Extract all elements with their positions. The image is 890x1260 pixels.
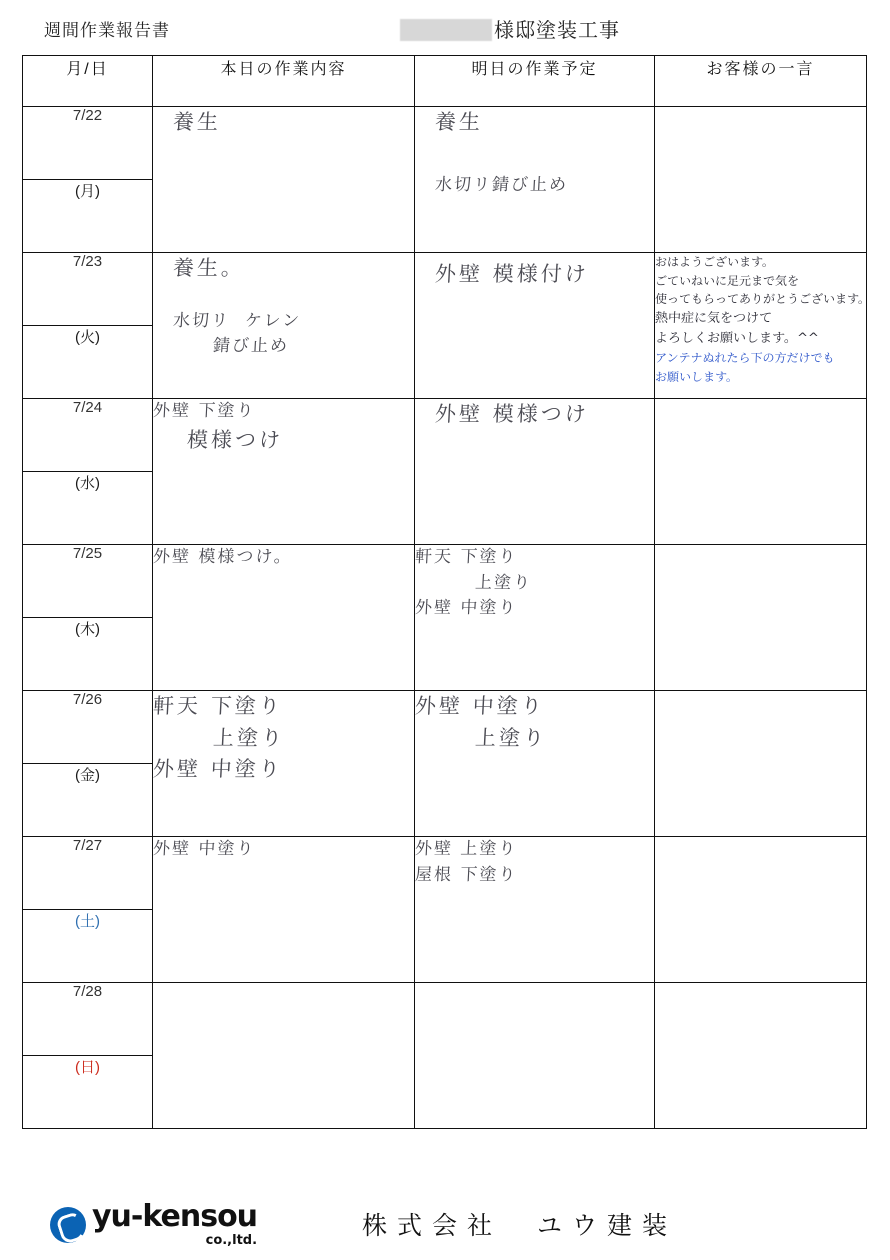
cell-customer-comment [655,837,867,983]
handwriting-line: 外壁 中塗り [152,839,256,859]
handwriting-line: 屋根 下塗り [414,864,518,885]
weekly-report-table [22,55,871,1129]
comment-line: よろしくお願いします。^^ [654,330,820,346]
document-header [0,8,890,48]
table-row [23,253,867,326]
table-row [23,399,867,472]
handwriting-line: 軒天 下塗り [414,547,518,567]
cell-date: 7/23 [23,253,153,326]
handwriting-line: 水切リ ケレン [172,310,302,331]
handwriting-line: 上塗り [474,572,533,593]
cell-day-of-week: (火) [23,326,153,399]
cell-day-of-week: (月) [23,180,153,253]
page-title: 週間作業報告書 [44,21,170,40]
document-footer [22,1198,866,1250]
cell-today-work [153,983,415,1129]
handwriting-line: 軒天 下塗り [152,694,284,718]
comment-line: 使ってもらってありがとうございます。 [654,292,871,307]
handwriting-line: 模様つけ [186,427,284,452]
handwriting-line: 上塗り [474,725,548,750]
handwriting-line: 外壁 上塗り [414,839,518,859]
table-row [23,545,867,618]
cell-date: 7/22 [23,107,153,180]
handwriting-line: 養生。 [172,256,246,280]
handwriting-line: 錆び止め [212,336,290,356]
comment-line: おはようございます。 [654,255,775,269]
handwriting-line: 養生 [172,110,222,134]
table-row [23,837,867,910]
handwriting-line: 外壁 中塗り [414,598,518,618]
cell-date: 7/27 [23,837,153,910]
cell-tomorrow-plan [415,253,655,399]
cell-tomorrow-plan [415,837,655,983]
cell-today-work [153,107,415,253]
cell-date: 7/26 [23,691,153,764]
cell-day-of-week: (金) [23,764,153,837]
table-row [23,107,867,180]
cell-today-work [153,691,415,837]
column-header-today: 本日の作業内容 [153,56,415,107]
cell-today-work [153,837,415,983]
comment-line: アンテナぬれたら下の方だけでも [654,351,835,366]
cell-tomorrow-plan [415,545,655,691]
handwriting-line: 外壁 模様付け [434,262,590,286]
handwriting-line: 外壁 模様つけ [434,402,590,426]
cell-customer-comment [655,107,867,253]
logo-wordmark: yu-kensou [92,1199,258,1234]
company-name: 株式会社 ユウ建装 [362,1212,678,1240]
cell-date: 7/24 [23,399,153,472]
cell-tomorrow-plan [415,399,655,545]
comment-line: 熱中症に気をつけて [654,310,773,326]
handwriting-line: 水切リ錆び止め [434,174,569,195]
company-logo [50,1199,258,1248]
cell-tomorrow-plan [415,107,655,253]
project-title [400,14,620,43]
cell-tomorrow-plan [415,983,655,1129]
cell-customer-comment [655,399,867,545]
cell-day-of-week: (日) [23,1056,153,1129]
cell-day-of-week: (木) [23,618,153,691]
redacted-customer-name [400,19,492,41]
cell-customer-comment [655,983,867,1129]
column-header-date: 月/日 [23,56,153,107]
handwriting-line: 外壁 中塗り [152,757,284,781]
column-header-tomorrow: 明日の作業予定 [415,56,655,107]
handwriting-line: 外壁 中塗り [414,694,546,718]
cell-day-of-week: (水) [23,472,153,545]
table-header-row [23,56,867,107]
cell-tomorrow-plan [415,691,655,837]
cell-today-work [153,545,415,691]
cell-customer-comment [655,545,867,691]
handwriting-line: 養生 [434,110,484,134]
comment-line: ごていねいに足元まで気を [654,273,800,288]
cell-day-of-week: (土) [23,910,153,983]
handwriting-line: 外壁 下塗り [152,401,256,421]
project-title-text: 様邸塗装工事 [494,20,620,42]
cell-today-work [153,399,415,545]
table-row [23,983,867,1056]
column-header-comment: お客様の一言 [655,56,867,107]
handwriting-line: 外壁 模様つけ。 [152,547,294,567]
handwriting-line: 上塗り [212,725,286,750]
yu-kensou-logo-icon [50,1207,86,1243]
cell-customer-comment [655,691,867,837]
comment-line: お願いします。 [654,369,739,384]
table-row [23,691,867,764]
cell-date: 7/25 [23,545,153,618]
cell-date: 7/28 [23,983,153,1056]
cell-today-work [153,253,415,399]
logo-subtext: co.,ltd. [205,1233,258,1248]
cell-customer-comment [654,253,871,399]
